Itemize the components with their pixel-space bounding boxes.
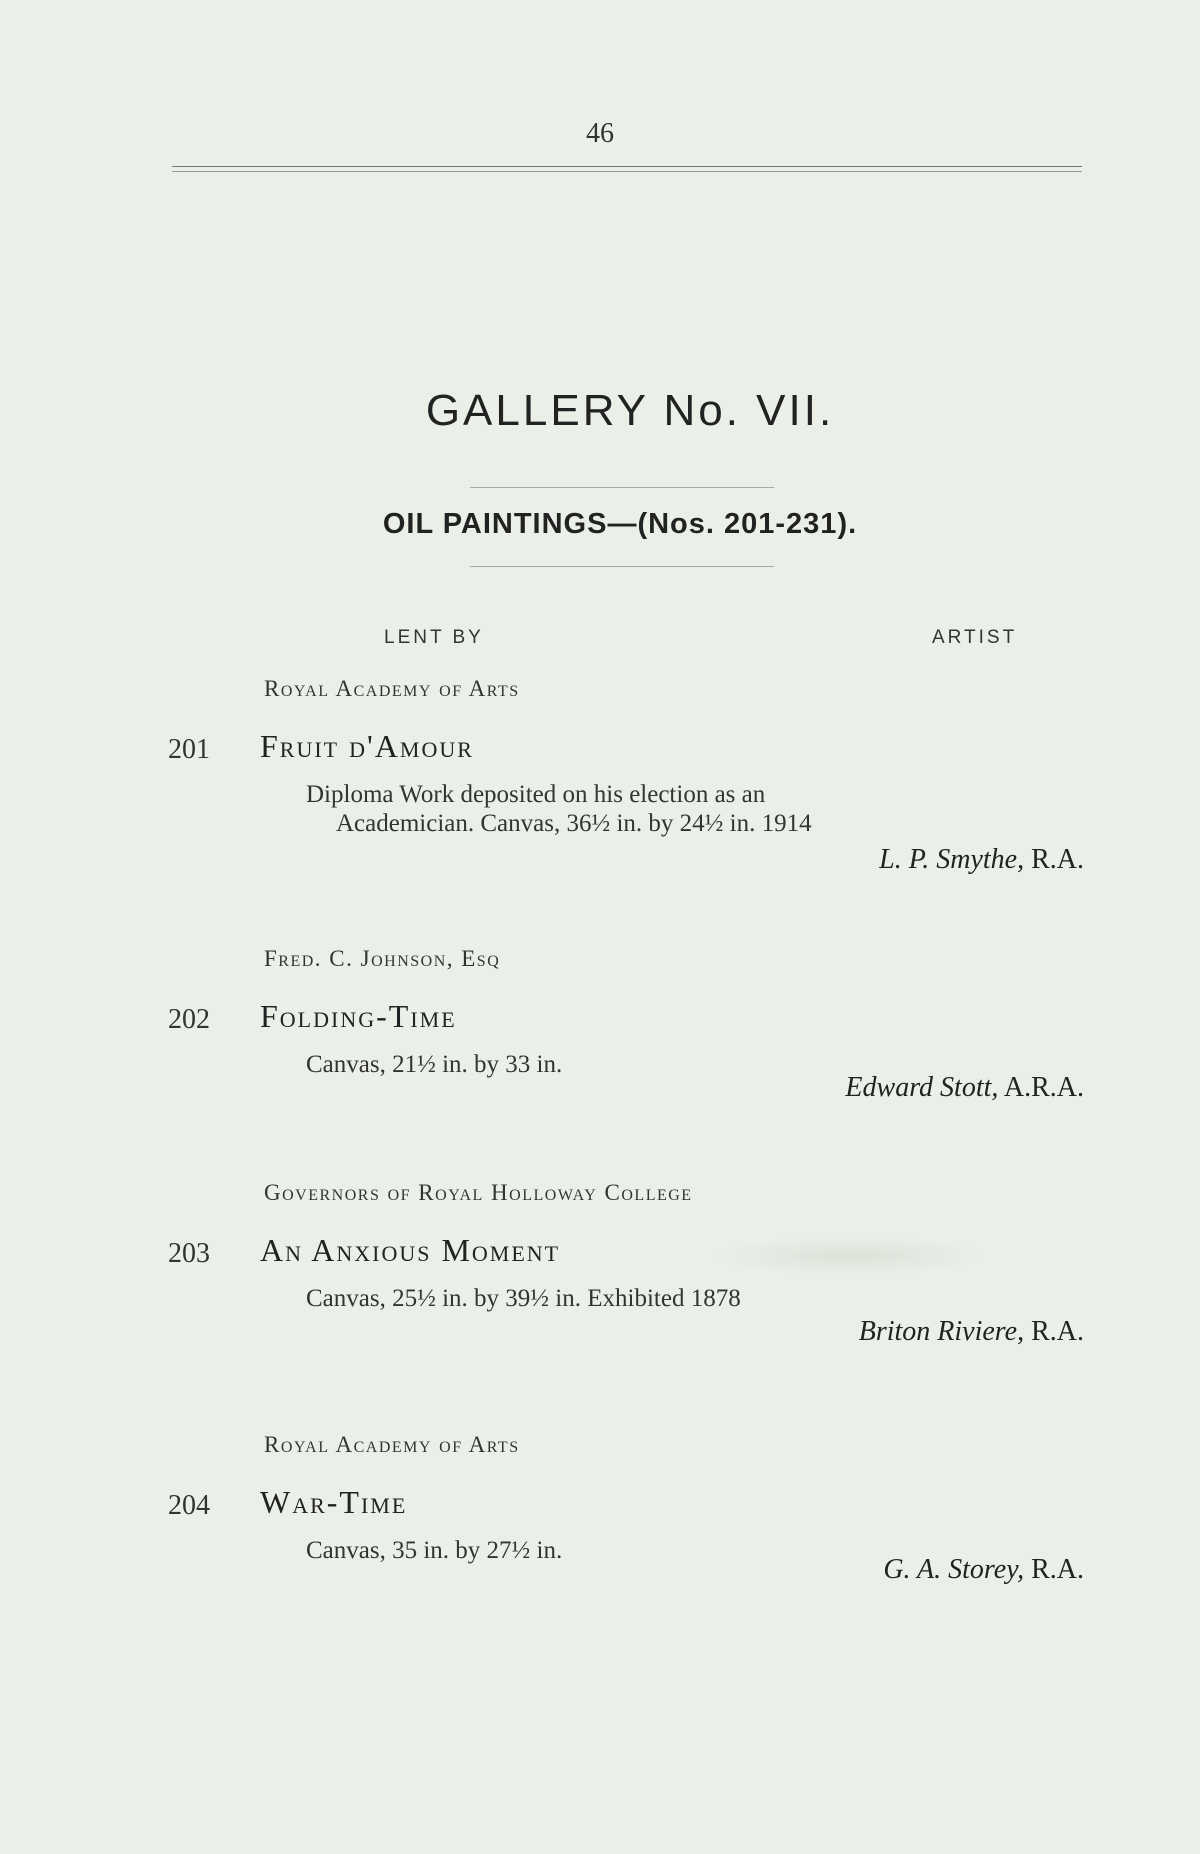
artist-name: Briton Riviere, [858,1316,1025,1347]
description-line-1: Canvas, 21½ in. by 33 in. [306,1051,563,1078]
gallery-title: GALLERY No. VII. [425,386,835,435]
artist-credit [859,1316,1084,1348]
header-rule [172,166,1082,167]
painting-title: Fruit d'Amour [260,728,474,764]
description-line-1: Canvas, 35 in. by 27½ in. [306,1537,563,1564]
artist-credit [845,1072,1084,1104]
entry-number: 203 [168,1238,210,1269]
artist-name: Edward Stott, [845,1072,999,1103]
description-line-2: Academician. Canvas, 36½ in. by 24½ in. 1914 [336,810,812,837]
description-line-1: Diploma Work deposited on his election as an [306,781,766,808]
title-rule-lower [470,566,774,567]
painting-description [306,780,946,838]
artist-credit [879,844,1084,876]
painting-title: An Anxious Moment [260,1232,561,1268]
description-line-1: Canvas, 25½ in. by 39½ in. Exhibited 1878 [306,1285,741,1312]
painting-title: War-Time [260,1484,408,1520]
painting-title: Folding-Time [260,998,457,1034]
title-rule-upper [470,487,774,488]
artist-name: G. A. Storey, [883,1554,1025,1585]
painting-description [306,1284,946,1313]
entry-number: 202 [168,1004,210,1035]
header-rule-secondary [172,171,1082,172]
paper-show-through-smudge [710,1236,990,1276]
artist-honours: R.A. [1031,844,1084,875]
lender: Royal Academy of Arts [264,676,520,701]
entry-number: 201 [168,734,210,765]
lender: Governors of Royal Holloway College [264,1180,693,1205]
lender: Fred. C. Johnson, Esq [264,946,501,971]
column-heading-lent-by: LENT BY [384,627,484,648]
lender: Royal Academy of Arts [264,1432,520,1457]
section-subtitle: OIL PAINTINGS—(Nos. 201-231). [382,508,858,540]
artist-honours: R.A. [1031,1554,1084,1585]
artist-name: L. P. Smythe, [879,844,1025,875]
painting-description [306,1536,946,1565]
artist-honours: R.A. [1031,1316,1084,1347]
artist-credit [883,1554,1084,1586]
page-number: 46 [586,118,614,149]
artist-honours: A.R.A. [1003,1072,1084,1103]
column-heading-artist: ARTIST [932,627,1018,648]
entry-number: 204 [168,1490,210,1521]
